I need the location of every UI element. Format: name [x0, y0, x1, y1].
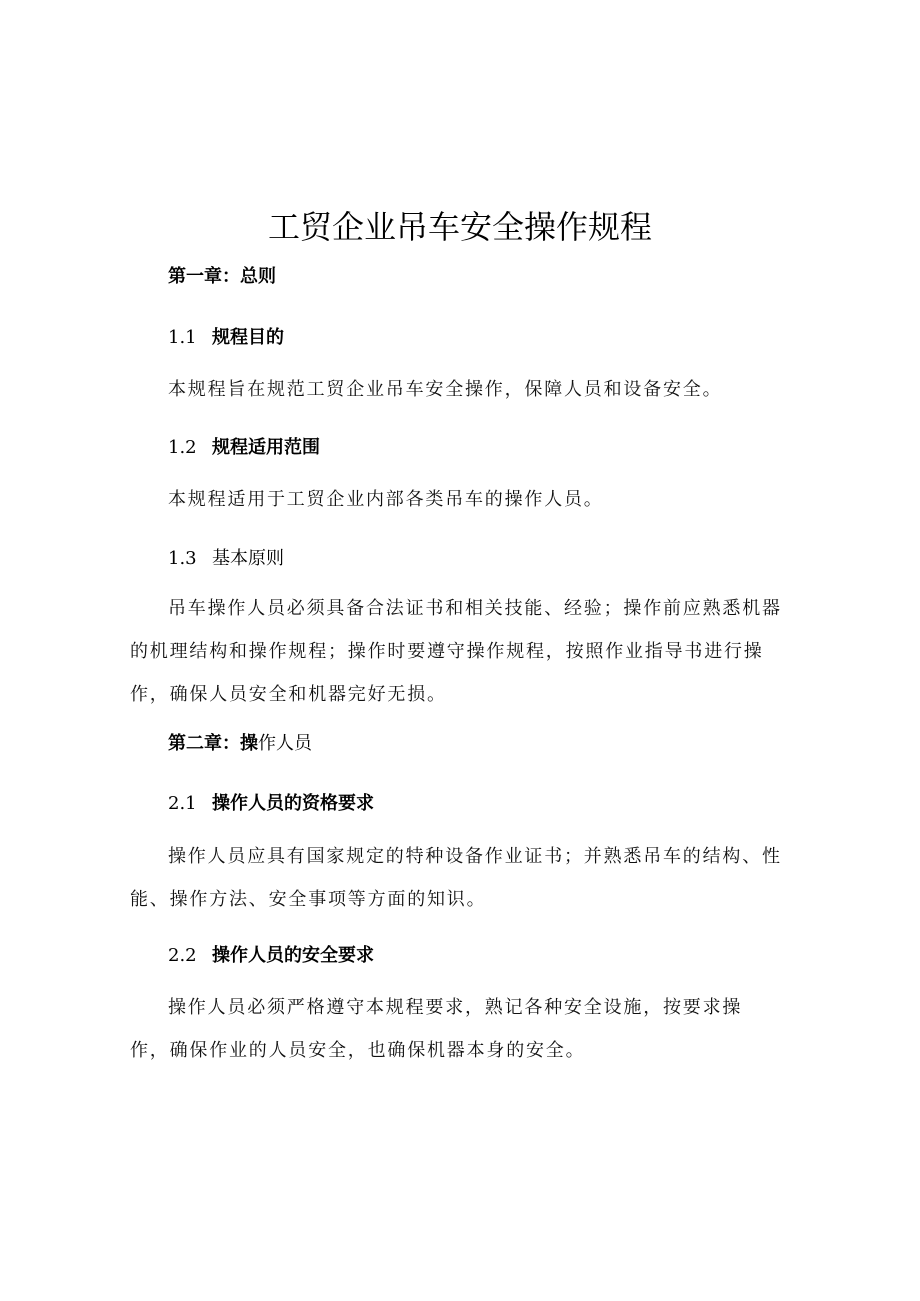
- section-number: 2.1: [168, 793, 197, 814]
- document-title: 工贸企业吊车安全操作规程: [267, 208, 652, 246]
- section-1-2-body: 本规程适用于工贸企业内部各类吊车的操作人员。: [168, 489, 604, 510]
- section-label: 基本原则: [212, 548, 284, 569]
- section-1-3-body: 吊车操作人员必须具备合法证书和相关技能、经验；操作前应熟悉机器的机理结构和操作规程；操作时要遵守操作规程，按照作业指导书进行操作，确保人员安全和机器完好无损。: [130, 598, 782, 705]
- section-1-3-heading: [168, 546, 284, 572]
- section-2-1-body: 操作人员应具有国家规定的特种设备作业证书；并熟悉吊车的结构、性能、操作方法、安全事项等方面的知识。: [130, 846, 782, 910]
- section-2-1-heading: [168, 791, 374, 817]
- section-label: 操作人员的资格要求: [212, 793, 374, 814]
- section-1-2-heading: [168, 435, 320, 461]
- section-label: 操作人员的安全要求: [212, 945, 374, 966]
- section-number: 1.2: [168, 437, 197, 458]
- chapter-1-heading: 第一章：总则: [168, 266, 276, 287]
- section-number: 2.2: [168, 945, 197, 966]
- section-label: 规程目的: [212, 327, 284, 348]
- chapter-2-heading-rest: 作人员: [258, 733, 312, 754]
- section-1-1-body: 本规程旨在规范工贸企业吊车安全操作，保障人员和设备安全。: [168, 379, 723, 400]
- section-number: 1.1: [168, 327, 197, 348]
- chapter-2-heading-bold: 第二章：操: [168, 733, 258, 754]
- section-label: 规程适用范围: [212, 437, 320, 458]
- section-number: 1.3: [168, 548, 197, 569]
- section-2-2-body-line-2: 作，确保作业的人员安全，也确保机器本身的安全。: [130, 1040, 586, 1061]
- section-1-1-heading: [168, 325, 284, 351]
- chapter-2-heading: [168, 731, 312, 757]
- section-2-2-body-line-1: 操作人员必须严格遵守本规程要求，熟记各种安全设施，按要求操: [168, 997, 743, 1018]
- section-2-2-heading: [168, 943, 374, 969]
